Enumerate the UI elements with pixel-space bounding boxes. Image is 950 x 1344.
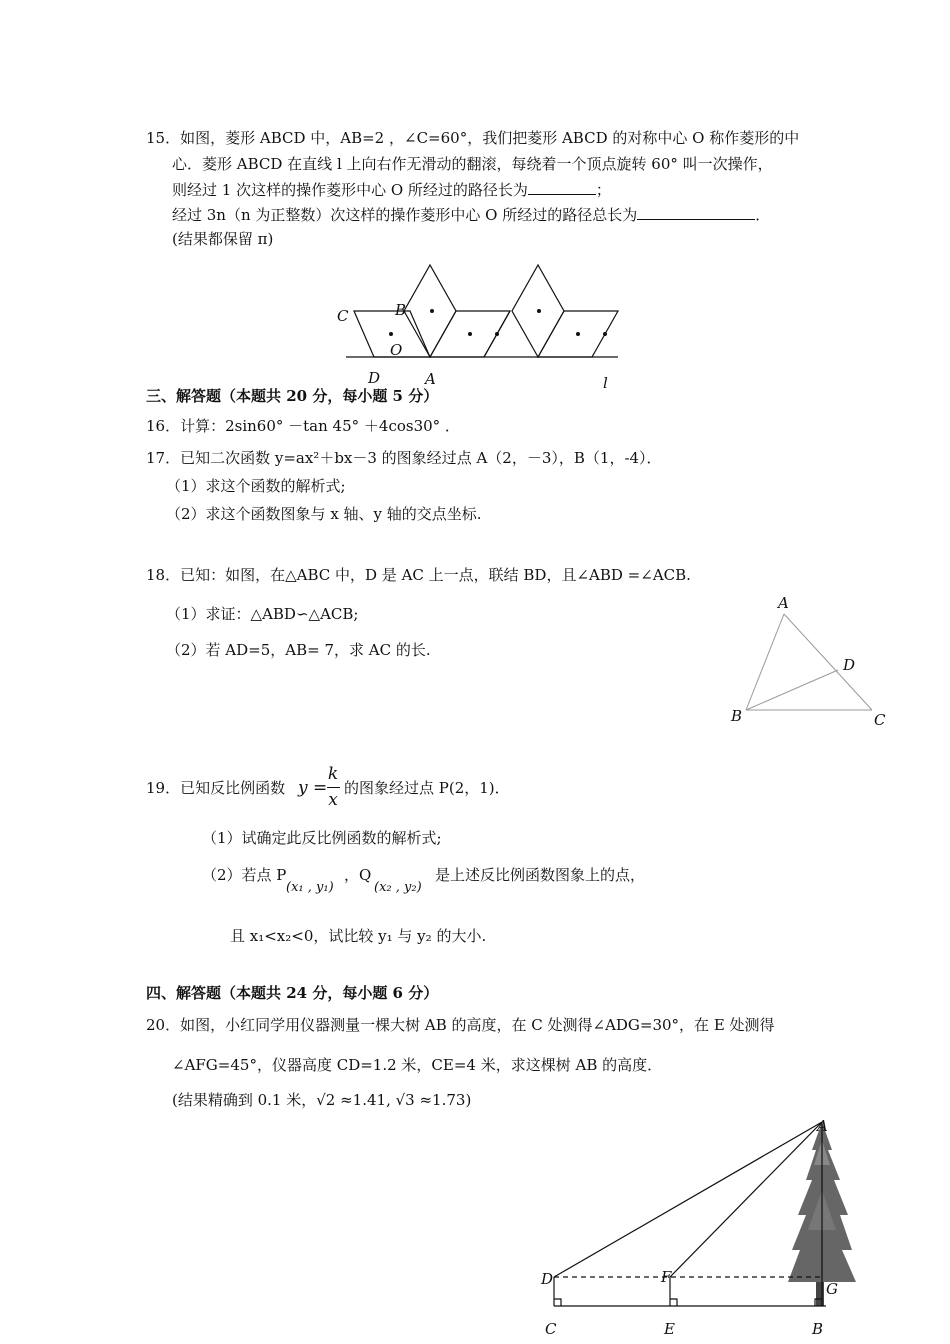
q20-line1: 20．如图，小红同学用仪器测量一棵大树 AB 的高度，在 C 处测得∠ADG=30°，在 E 处测得 <box>146 1016 775 1034</box>
q19-suffix: 的图象经过点 P(2，1)． <box>344 779 510 797</box>
q19-prefix: 19．已知反比例函数 <box>146 779 286 797</box>
section-3-heading: 三、解答题（本题共 20 分，每小题 5 分） <box>146 387 439 405</box>
label-d: D <box>368 369 381 387</box>
q18-part1: （1）求证：△ABD∽△ACB; <box>166 605 359 623</box>
q17-part2: （2）求这个函数图象与 x 轴、y 轴的交点坐标. <box>166 505 482 523</box>
tri-label-c: C <box>874 711 886 729</box>
fig20-label-f: F <box>661 1268 672 1286</box>
fig20-label-d: D <box>541 1270 554 1288</box>
q19-part1: （1）试确定此反比例函数的解析式; <box>202 829 442 847</box>
q20-line2: ∠AFG=45°，仪器高度 CD=1.2 米，CE=4 米，求这棵树 AB 的高度． <box>172 1056 663 1074</box>
fraction-numerator: k <box>327 764 339 784</box>
q16: 16．计算：2sin60° －tan 45° ＋4cos30° ． <box>146 417 460 435</box>
q19-part2b: 是上述反比例函数图象上的点， <box>435 866 646 884</box>
label-b: B <box>395 301 407 319</box>
q15-line1: 15．如图，菱形 ABCD 中，AB=2 ，∠C=60°，我们把菱形 ABCD 的对称中心 O 称作菱形的中 <box>146 129 800 147</box>
q17-line1: 17．已知二次函数 y=ax²＋bx－3 的图象经过点 A（2，－3），B（1，-4）． <box>146 449 662 467</box>
label-a: A <box>425 370 436 388</box>
fig20-label-a: A <box>817 1117 828 1135</box>
section-4-heading: 四、解答题（本题共 24 分，每小题 6 分） <box>146 984 439 1002</box>
label-c: C <box>337 307 349 325</box>
fig20-label-g: G <box>826 1280 838 1298</box>
q18-part2: （2）若 AD=5，AB= 7，求 AC 的长. <box>166 641 431 659</box>
label-l: l <box>603 374 608 392</box>
label-o: O <box>390 341 403 359</box>
q15-line3-text: 则经过 1 次这样的操作菱形中心 O 所经过的路径长为 <box>172 181 528 199</box>
q19-part3: 且 x₁<x₂<0，试比较 y₁ 与 y₂ 的大小. <box>230 927 487 945</box>
q19-point2: (x₂ , y₂) <box>374 880 422 895</box>
q15-line2: 心．菱形 ABCD 在直线 l 上向右作无滑动的翻滚，每绕着一个顶点旋转 60° 叫一次操作， <box>172 155 773 173</box>
q15-line4-text: 经过 3n（n 为正整数）次这样的操作菱形中心 O 所经过的路径总长为 <box>172 206 638 224</box>
fig20-label-c: C <box>545 1320 557 1338</box>
q19-y-eq: y = <box>298 778 328 798</box>
fig20-label-e: E <box>664 1320 675 1338</box>
q18-line1: 18．已知：如图，在△ABC 中，D 是 AC 上一点，联结 BD，且∠ABD =∠ACB. <box>146 566 691 584</box>
q15-line3-end: ； <box>595 181 611 199</box>
q19-point1: (x₁ , y₁) <box>286 880 334 895</box>
q17-part1: （1）求这个函数的解析式; <box>166 477 346 495</box>
fig20-label-b: B <box>812 1320 824 1338</box>
q15-line4-end: ． <box>755 206 771 224</box>
q19-part2a: （2）若点 P <box>202 866 287 884</box>
q15-line5: (结果都保留 π) <box>172 230 274 248</box>
tri-label-b: B <box>731 707 743 725</box>
tri-label-d: D <box>843 656 856 674</box>
tri-label-a: A <box>778 594 789 612</box>
q20-line3: (结果精确到 0.1 米，√2 ≈1.41, √3 ≈1.73) <box>172 1091 472 1109</box>
fraction-denominator: x <box>328 790 338 810</box>
q19-comma-q: ，Q <box>344 866 372 884</box>
